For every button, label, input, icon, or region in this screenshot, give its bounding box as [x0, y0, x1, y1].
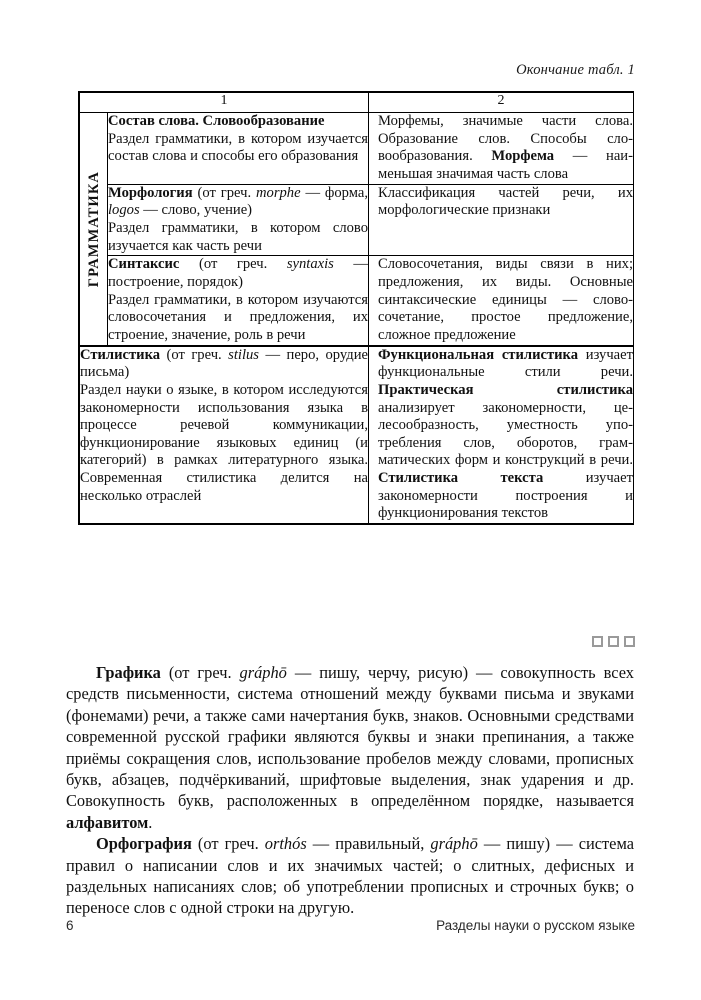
table-row-syntax: [80, 256, 634, 346]
cell-morphology-term: [108, 184, 369, 256]
running-head: Окончание табл. 1: [516, 62, 635, 78]
cell-syntax-description: Словосочетания, виды связи в них; предложения, их виды. Основные синтаксические единицы — словосочетание, простое предложение, сложное предложение: [369, 256, 634, 346]
table-header-row: [80, 93, 634, 113]
table-continuation-of-table-1: [79, 92, 633, 524]
etym-greek-syntaxis: syntaxis: [286, 256, 334, 273]
etym-mid-morphology: — форма,: [300, 184, 369, 201]
term-grafika: Графика: [96, 663, 161, 682]
etym-close-morphology: — слово, учение): [139, 202, 253, 219]
footer-running-title: Разделы науки о русском языке: [436, 918, 635, 933]
desc-part-2: — наименьшая значимая часть слова: [378, 148, 633, 182]
definition-morphology: Раздел грамматики, в котором слово изучается как часть речи: [108, 219, 368, 254]
table-row-word-composition: [80, 113, 634, 185]
paragraph-orfografiya: [66, 833, 634, 919]
square-marker-icon: [624, 636, 635, 647]
cell-word-composition-term: [108, 113, 369, 185]
desc-text-stylistics: изучает закономерности построения и функционирования текстов: [378, 470, 633, 522]
desc-part-1: Морфемы, значимые части слова. Образование слов. Способы словообразования.: [378, 113, 633, 165]
term-syntax: Синтаксис: [108, 256, 180, 273]
term-text-stylistics: Стилистика текста: [378, 470, 544, 487]
etym-mid-orfografiya: — правильный,: [306, 834, 431, 854]
paragraph-grafika-text-end: .: [148, 812, 153, 832]
definition-syntax: Раздел грамматики, в котором изучаются словосочетания и предложения, их строение, значение, роль в речи: [108, 291, 368, 343]
term-practical-stylistics: Практическая стилистика: [378, 381, 633, 398]
paragraph-orfografiya-text: — система правил о написании слов и их значимых частей; о слитных, дефисных и раздельных написаниях слов; об употреблении прописных и строчных букв; о переносе слов с одной строки на другую.: [66, 834, 634, 918]
cell-stylistics-description: [369, 346, 634, 524]
term-word-composition: Состав слова. Словообразование: [108, 113, 325, 129]
definition-stylistics: Раздел науки о языке, в котором исследуются закономерности использования языка в процессе речевой коммуникации, функционирование языковых единиц (и категорий) в рамках литературного языка. Современная стилистика делится на несколько отраслей: [80, 381, 368, 504]
etym-open-stylistics: (от греч.: [160, 346, 229, 363]
desc-practical-stylistics: анализирует закономерности, целесообразность, уместность употребления слов, оборотов, грамматических форм и конструкций в речи.: [378, 399, 633, 469]
etym-open-morphology: (от греч.: [192, 184, 256, 201]
cell-stylistics-term: [80, 346, 369, 524]
etym-greek-logos: logos: [108, 202, 140, 219]
body-text: [66, 662, 634, 919]
square-marker-icon: [592, 636, 603, 647]
page-number: 6: [66, 918, 74, 933]
etym-greek-grapho: gráphō: [239, 663, 287, 682]
vertical-group-label-grammar: [80, 113, 108, 346]
term-alfavit: алфавитом: [66, 812, 149, 832]
term-morphology: Морфология: [108, 184, 193, 201]
etym-greek-orthos: orthós: [264, 834, 307, 854]
cell-word-composition-description: [369, 113, 634, 185]
etym-greek-morphe: morphe: [255, 184, 301, 201]
etym-open-orfografiya: (от греч.: [191, 834, 265, 854]
etym-open-syntax: (от греч.: [179, 256, 287, 273]
grammar-table: [79, 92, 634, 524]
column-number-2: 2: [369, 93, 634, 113]
etym-close-syntax: — построение, порядок): [108, 256, 368, 290]
etym-greek-grapho-2: gráphō: [430, 834, 478, 854]
etym-close-orfografiya: — пишу): [477, 834, 551, 854]
term-orfografiya: Орфография: [96, 834, 192, 854]
etym-close-grafika: — пишу, черчу, рисую): [286, 663, 469, 682]
vertical-group-label-text: ГРАММАТИКА: [85, 170, 102, 287]
term-stylistics: Стилистика: [80, 346, 161, 363]
etym-close-stylistics: — перо, орудие письма): [80, 346, 368, 381]
section-end-marker: [592, 636, 635, 647]
table-row-morphology: [80, 184, 634, 256]
page-footer: [66, 918, 635, 933]
cell-syntax-term: [108, 256, 369, 346]
square-marker-icon: [608, 636, 619, 647]
etym-greek-stilus: stilus: [228, 346, 259, 363]
desc-bold-morpheme: Морфема: [491, 148, 555, 165]
cell-morphology-description: Классификация частей речи, их морфологические признаки: [369, 184, 634, 256]
column-number-1: 1: [80, 93, 369, 113]
desc-functional-stylistics: изучает функциональные стили речи.: [378, 346, 633, 381]
paragraph-grafika: [66, 662, 634, 833]
definition-word-composition: Раздел грамматики, в котором изучается состав слова и способы его образования: [108, 130, 368, 165]
etym-open-grafika: (от греч.: [160, 663, 240, 682]
paragraph-grafika-text: — совокупность всех средств письменности, система отношений между буквами письма и звуками (фонемами) речи, а также сами начертания букв, знаков. Основными средствами современной русской графики являются буквы и знаки препинания, а также приёмы сокращения слов, использование пробелов между словами, прописных букв, абзацев, подчёркиваний, шрифтовые выделения, знак ударения и др. Совокупность букв, расположенных в определённом порядке, называется: [66, 663, 634, 811]
term-functional-stylistics: Функциональная стилистика: [378, 346, 579, 363]
table-row-stylistics: [80, 346, 634, 524]
